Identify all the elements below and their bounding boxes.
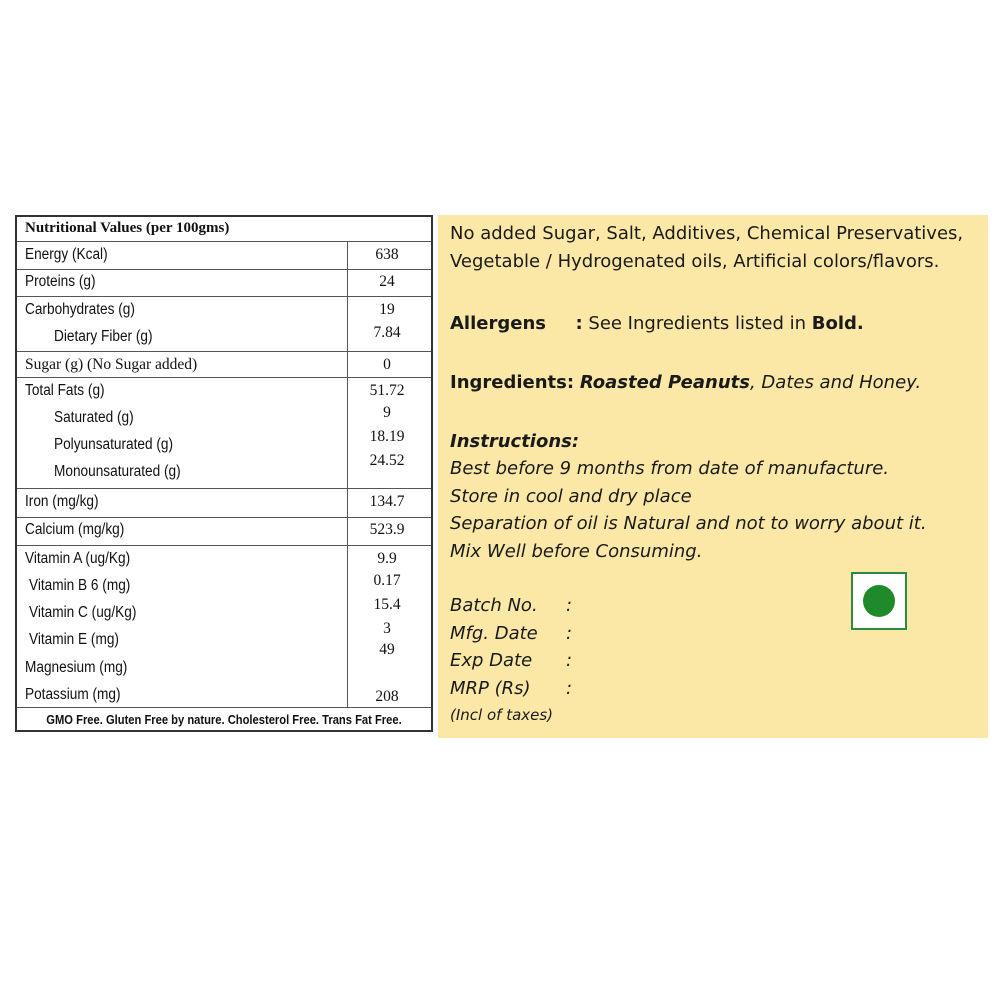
veg-mark-icon bbox=[851, 572, 907, 630]
divider bbox=[17, 707, 431, 708]
nutrient-value: 24 bbox=[379, 273, 395, 290]
nutrient-value: 15.4 bbox=[373, 596, 401, 613]
instruction-item: Best before 9 months from date of manufacture. bbox=[450, 458, 890, 479]
field-label: Batch No. bbox=[450, 595, 538, 616]
nutrient-name: Dietary Fiber (g) bbox=[54, 328, 153, 345]
nutrition-title: Nutritional Values (per 100gms) bbox=[25, 220, 230, 236]
ingredients-bold: Roasted Peanuts bbox=[579, 372, 750, 393]
field-label: MRP (Rs) bbox=[450, 678, 531, 699]
field-label: Mfg. Date bbox=[450, 623, 538, 644]
nutrient-name: Energy (Kcal) bbox=[25, 246, 108, 263]
divider bbox=[17, 377, 431, 378]
field-separator: : bbox=[566, 678, 573, 699]
nutrient-value: 208 bbox=[375, 688, 399, 705]
field-exp-date bbox=[450, 650, 532, 671]
nutrient-value: 51.72 bbox=[369, 382, 405, 399]
nutrient-value: 0 bbox=[383, 356, 391, 373]
instruction-item: Separation of oil is Natural and not to worry about it. bbox=[450, 513, 927, 534]
nutrient-name: Vitamin E (mg) bbox=[29, 631, 119, 648]
nutrient-name: Iron (mg/kg) bbox=[25, 493, 99, 510]
nutrient-value: 18.19 bbox=[369, 428, 405, 445]
product-info-panel bbox=[438, 215, 988, 738]
field-batch bbox=[450, 595, 538, 616]
divider bbox=[17, 269, 431, 270]
ingredients-rest: , Dates and Honey. bbox=[749, 372, 922, 393]
allergens-line bbox=[450, 313, 864, 334]
nutrition-table bbox=[15, 215, 433, 732]
nutrient-name: Proteins (g) bbox=[25, 273, 96, 290]
divider bbox=[17, 296, 431, 297]
divider bbox=[17, 517, 431, 518]
instruction-item: Store in cool and dry place bbox=[450, 486, 692, 507]
instruction-item: Mix Well before Consuming. bbox=[450, 541, 703, 562]
nutrient-name: Vitamin C (ug/Kg) bbox=[29, 604, 137, 621]
field-separator: : bbox=[566, 650, 573, 671]
nutrient-name: Calcium (mg/kg) bbox=[25, 521, 125, 538]
nutrient-value: 3 bbox=[383, 620, 391, 637]
field-label: Exp Date bbox=[450, 650, 533, 671]
nutrient-value: 0.17 bbox=[373, 572, 401, 589]
field-mfg-date bbox=[450, 623, 538, 644]
nutrient-value: 9.9 bbox=[377, 550, 397, 567]
allergens-bold-text: Bold. bbox=[811, 313, 864, 334]
nutrient-name: Total Fats (g) bbox=[25, 382, 105, 399]
nutrient-value: 523.9 bbox=[369, 521, 405, 538]
nutrient-name: Vitamin B 6 (mg) bbox=[29, 577, 131, 594]
claims-line: No added Sugar, Salt, Additives, Chemical Preservatives, bbox=[450, 223, 964, 244]
veg-dot bbox=[863, 585, 895, 617]
ingredients-line bbox=[450, 372, 921, 393]
nutrient-name: Monounsaturated (g) bbox=[54, 463, 181, 480]
field-separator: : bbox=[566, 623, 573, 644]
allergens-text: See Ingredients listed in bbox=[588, 313, 807, 334]
divider bbox=[17, 488, 431, 489]
divider bbox=[17, 241, 431, 242]
nutrient-name: Potassium (mg) bbox=[25, 686, 121, 703]
divider bbox=[17, 351, 431, 352]
nutrient-value: 49 bbox=[379, 641, 395, 658]
nutrient-value: 7.84 bbox=[373, 324, 401, 341]
nutrient-name: Carbohydrates (g) bbox=[25, 301, 135, 318]
nutrient-value: 638 bbox=[375, 246, 399, 263]
nutrient-value: 134.7 bbox=[369, 493, 405, 510]
allergens-label: Allergens bbox=[450, 313, 546, 334]
tax-note: (Incl of taxes) bbox=[450, 706, 554, 724]
nutrient-value: 24.52 bbox=[369, 452, 405, 469]
nutrition-footer: GMO Free. Gluten Free by nature. Cholesterol Free. Trans Fat Free. bbox=[46, 712, 402, 727]
instructions-label bbox=[450, 431, 579, 452]
nutrient-name: Magnesium (mg) bbox=[25, 659, 128, 676]
field-separator: : bbox=[566, 595, 573, 616]
nutrient-name: Sugar (g) (No Sugar added) bbox=[25, 356, 198, 373]
divider bbox=[17, 545, 431, 546]
nutrient-name: Polyunsaturated (g) bbox=[54, 436, 174, 453]
nutrient-value: 9 bbox=[383, 404, 391, 421]
nutrient-name: Vitamin A (ug/Kg) bbox=[25, 550, 131, 567]
ingredients-label: Ingredients: bbox=[450, 372, 575, 393]
field-mrp bbox=[450, 678, 531, 699]
instructions-heading: Instructions: bbox=[450, 431, 580, 452]
allergens-separator: : bbox=[575, 313, 583, 334]
nutrient-name: Saturated (g) bbox=[54, 409, 134, 426]
claims-line: Vegetable / Hydrogenated oils, Artificial colors/flavors. bbox=[450, 251, 940, 272]
nutrient-value: 19 bbox=[379, 301, 395, 318]
